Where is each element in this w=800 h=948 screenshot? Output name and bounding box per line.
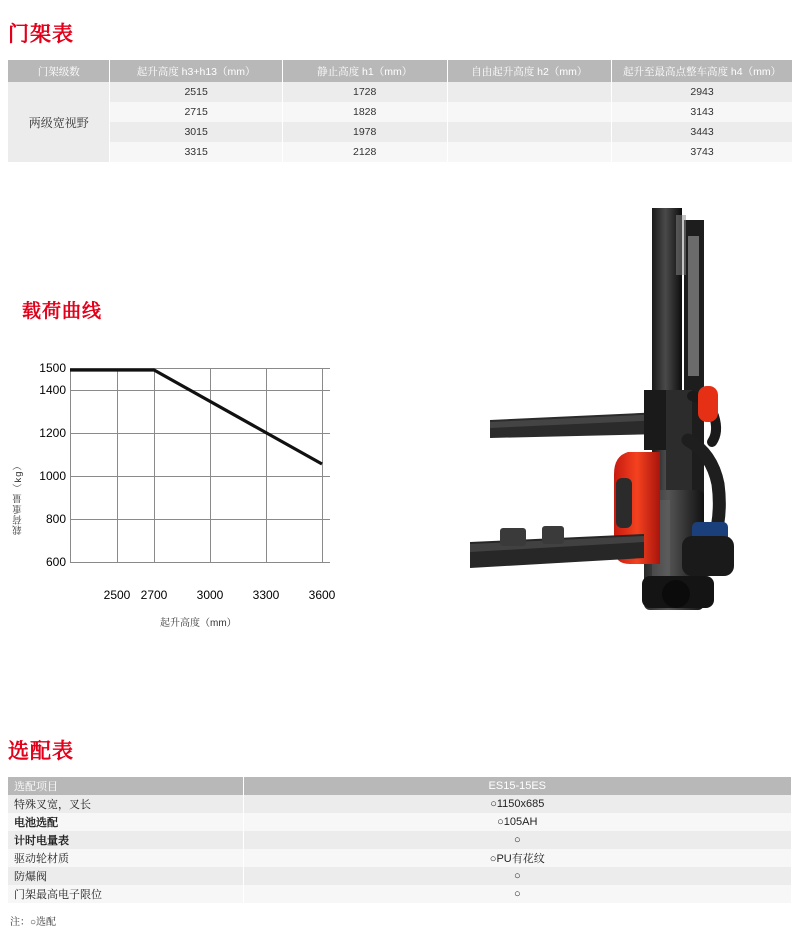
option-table-head <box>8 777 792 795</box>
chart-plot-area <box>70 368 330 584</box>
table-row <box>8 867 792 885</box>
option-value: ○1150x685 <box>243 795 791 813</box>
product-photo <box>430 190 780 630</box>
option-table-title: 选配表 <box>8 740 74 763</box>
mast-table-title: 门架表 <box>8 23 74 46</box>
load-wheel-housing-2 <box>542 526 564 544</box>
table-row <box>8 82 792 102</box>
drive-wheel <box>662 580 690 608</box>
mast-cell-h3: 3015 <box>110 122 282 142</box>
mast-cell-h1: 1978 <box>282 122 447 142</box>
mast-header-grade: 门架级数 <box>8 60 110 82</box>
chart-y-tick: 600 <box>45 555 66 569</box>
chart-x-tick: 3300 <box>252 588 280 602</box>
mast-highlight <box>676 215 686 275</box>
load-wheel-housing <box>500 528 526 546</box>
option-value: ○ <box>243 867 791 885</box>
mast-cell-h4: 2943 <box>612 82 792 102</box>
chart-y-tick: 1200 <box>39 426 66 440</box>
chart-y-ticks <box>18 361 66 584</box>
carriage-plate <box>644 390 666 450</box>
option-label: 门架最高电子限位 <box>8 885 243 903</box>
chart-y-tick: 1000 <box>39 469 66 483</box>
option-table-header-row <box>8 777 792 795</box>
chart-y-axis-label: 载荷重量（kg） <box>13 460 24 536</box>
table-row <box>8 813 792 831</box>
tiller-head <box>698 386 718 422</box>
option-table <box>8 777 792 903</box>
mast-cell-h1: 1728 <box>282 82 447 102</box>
option-table-note: 注：○选配 <box>10 917 57 928</box>
table-row <box>8 849 792 867</box>
mast-chain <box>688 236 699 376</box>
mast-cell-h3: 2515 <box>110 82 282 102</box>
mast-grade-cell: 两级宽视野 <box>8 82 110 162</box>
mast-table <box>8 60 792 162</box>
chart-x-tick: 2500 <box>103 588 131 602</box>
chart-x-tick: 3000 <box>196 588 224 602</box>
option-label: 电池选配 <box>8 813 243 831</box>
chart-x-tick: 2700 <box>140 588 168 602</box>
option-value: ○PU有花纹 <box>243 849 791 867</box>
option-value: ○ <box>243 831 791 849</box>
mast-cell-h2 <box>447 102 612 122</box>
mast-cell-h2 <box>447 122 612 142</box>
mast-header-closed-height: 静止高度 h1（mm） <box>282 60 447 82</box>
table-row <box>8 102 792 122</box>
mast-table-header-row <box>8 60 792 82</box>
mast-cell-h3: 3315 <box>110 142 282 162</box>
chart-x-ticks <box>70 588 336 606</box>
mast-table-body <box>8 82 792 162</box>
mast-table-head <box>8 60 792 82</box>
option-table-body <box>8 795 792 903</box>
mast-cell-h4: 3143 <box>612 102 792 122</box>
table-row <box>8 142 792 162</box>
table-row <box>8 831 792 849</box>
option-header-model: ES15-15ES <box>243 777 791 795</box>
chart-y-tick: 1400 <box>39 383 66 397</box>
load-curve-title: 载荷曲线 <box>22 301 103 322</box>
chart-x-axis-label: 起升高度（mm） <box>160 618 237 629</box>
option-value: ○105AH <box>243 813 791 831</box>
table-row <box>8 795 792 813</box>
table-row <box>8 885 792 903</box>
chart-load-curve-line <box>70 370 322 464</box>
chart-y-tick: 1500 <box>39 361 66 375</box>
mast-cell-h2 <box>447 142 612 162</box>
mast-cell-h4: 3443 <box>612 122 792 142</box>
option-label: 驱动轮材质 <box>8 849 243 867</box>
chart-y-tick: 800 <box>45 512 66 526</box>
mast-cell-h3: 2715 <box>110 102 282 122</box>
mast-header-lift-height: 起升高度 h3+h13（mm） <box>110 60 282 82</box>
option-header-item: 选配项目 <box>8 777 243 795</box>
mast-cell-h2 <box>447 82 612 102</box>
mast-header-free-lift: 自由起升高度 h2（mm） <box>447 60 612 82</box>
mast-cell-h4: 3743 <box>612 142 792 162</box>
side-cylinder <box>616 478 632 528</box>
mast-header-overall-height: 起升至最高点整车高度 h4（mm） <box>612 60 792 82</box>
option-label: 特殊叉宽，叉长 <box>8 795 243 813</box>
option-value: ○ <box>243 885 791 903</box>
table-row <box>8 122 792 142</box>
load-curve-chart <box>10 352 370 642</box>
mast-cell-h1: 1828 <box>282 102 447 122</box>
chart-x-tick: 3600 <box>308 588 336 602</box>
tiller-base <box>682 536 734 576</box>
option-label: 计时电量表 <box>8 831 243 849</box>
mast-cell-h1: 2128 <box>282 142 447 162</box>
option-label: 防爆阀 <box>8 867 243 885</box>
